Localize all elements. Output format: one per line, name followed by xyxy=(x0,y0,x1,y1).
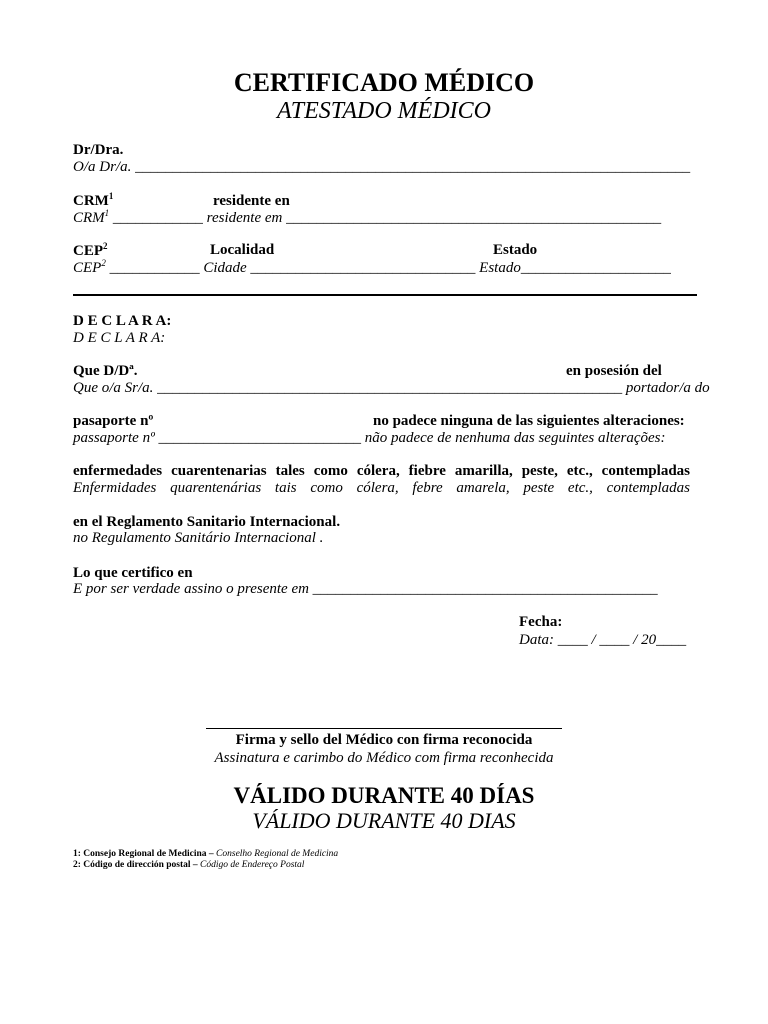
data-line-pt: Data: ____ / ____ / 20____ xyxy=(519,632,687,648)
signature-line xyxy=(206,728,562,729)
crm-pt-rest: ____________ residente em __________________________________________________ xyxy=(109,210,662,226)
fecha-label-es: Fecha: xyxy=(519,614,563,630)
validity-es: VÁLIDO DURANTE 40 DÍAS xyxy=(233,783,535,808)
pasaporte-label-es: pasaporte nº xyxy=(73,413,154,429)
certifico-line-pt: E por ser verdade assino o presente em ______________________________________________ xyxy=(73,581,658,597)
posesion-label-es: en posesión del xyxy=(566,363,662,379)
enfermedades-es: enfermedades cuarentenarias tales como cólera, fiebre amarilla, peste, etc., contempladas xyxy=(73,463,690,479)
que-line-pt: Que o/a Sr/a. ______________________________________________________________ portador/a do xyxy=(73,380,710,396)
cep-pt-rest: ____________ Cidade ______________________________ Estado____________________ xyxy=(105,260,671,276)
footnote-2 xyxy=(73,860,304,870)
cep-label-text: CEP xyxy=(73,243,103,259)
firma-label-pt: Assinatura e carimbo do Médico com firma reconhecida xyxy=(214,750,554,766)
footnote-2-pt: Código de Endereço Postal xyxy=(200,860,305,870)
declara-pt: D E C L A R A: xyxy=(73,330,166,346)
cep-line-pt xyxy=(73,258,671,277)
declara-es: D E C L A R A: xyxy=(73,313,172,329)
section-divider xyxy=(73,294,697,296)
document-subtitle: ATESTADO MÉDICO xyxy=(277,98,491,124)
crm-line-pt xyxy=(73,208,661,227)
validity-pt: VÁLIDO DURANTE 40 DIAS xyxy=(252,808,516,833)
footnote-1-es: 1: Consejo Regional de Medicina – xyxy=(73,849,217,859)
crm-pt-footnote-mark: 1 xyxy=(104,208,110,218)
doctor-line-pt: O/a Dr/a. __________________________________________________________________________ xyxy=(73,159,691,175)
que-label-es: Que D/Dª. xyxy=(73,363,138,379)
footnote-1 xyxy=(73,849,338,859)
certifico-es: Lo que certifico en xyxy=(73,565,193,581)
localidad-label-es: Localidad xyxy=(210,242,275,258)
cep-footnote-mark: 2 xyxy=(103,241,108,251)
doctor-label-es: Dr/Dra. xyxy=(73,142,124,158)
cep-pt-footnote-mark: 2 xyxy=(101,258,106,268)
footnote-1-pt: Conselho Regional de Medicina xyxy=(216,849,339,859)
cep-pt-label: CEP xyxy=(73,260,102,276)
firma-label-es: Firma y sello del Médico con firma reconocida xyxy=(235,732,533,748)
crm-footnote-mark: 1 xyxy=(108,191,114,201)
reglamento-pt: no Regulamento Sanitário Internacional . xyxy=(73,530,324,546)
footnote-2-es: 2: Código de dirección postal – xyxy=(73,860,201,870)
reglamento-es: en el Reglamento Sanitario Internacional. xyxy=(73,514,341,530)
residente-label-es: residente en xyxy=(213,193,290,209)
crm-pt-label: CRM xyxy=(73,210,105,226)
estado-label-es: Estado xyxy=(493,242,538,258)
crm-label-text: CRM xyxy=(73,193,109,209)
pasaporte-line-pt: passaporte nº ___________________________ não padece de nenhuma das seguintes alterações: xyxy=(73,430,666,446)
document-title: CERTIFICADO MÉDICO xyxy=(233,68,535,97)
no-padece-label-es: no padece ninguna de las siguientes alteraciones: xyxy=(373,413,685,429)
enfermedades-pt: Enfermidades quarentenárias tais como cólera, febre amarela, peste etc., contempladas xyxy=(73,480,690,496)
